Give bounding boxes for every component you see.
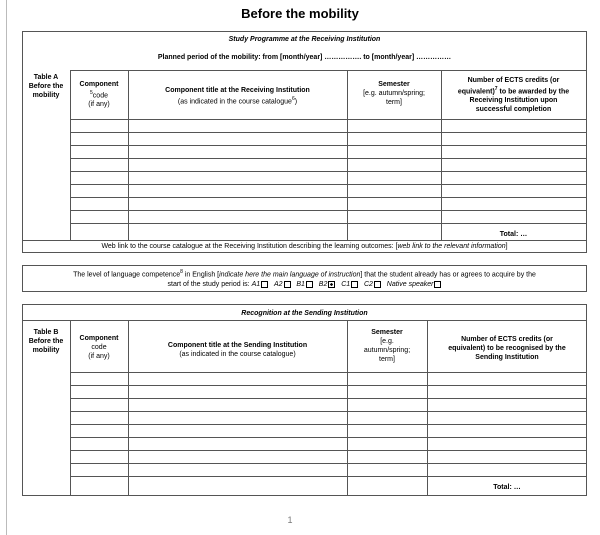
table-b-row-line (70, 385, 586, 386)
language-line-1: The level of language competence$^8$ in English [indicate here the main language of instruction] that the student already has or agrees to acquire by the (73, 269, 536, 279)
table-b-row-line (70, 463, 586, 464)
checkbox-native[interactable] (434, 281, 441, 288)
table-a-frame (22, 31, 587, 253)
table-b-row-line (70, 411, 586, 412)
table-b-col-semester: Semester [e.g. autumn/spring; term] (363, 329, 411, 363)
table-a-header-top (70, 70, 586, 71)
level-c2[interactable]: C2 (363, 281, 373, 288)
table-b-row-line (70, 476, 586, 477)
level-a2[interactable]: A2 (273, 281, 283, 288)
checkbox-b2-checked[interactable] (328, 281, 335, 288)
table-a-row-line (70, 132, 586, 133)
table-a-row-line (70, 145, 586, 146)
page-edge (6, 0, 7, 535)
checkbox-b1[interactable] (306, 281, 313, 288)
table-a-row-line (70, 223, 586, 224)
level-native[interactable]: Native speaker (386, 281, 434, 288)
table-a-side-label: Table A Before the mobility (28, 74, 64, 99)
table-a-heading: Study Programme at the Receiving Institution (228, 36, 381, 43)
checkbox-a2[interactable] (284, 281, 291, 288)
table-b-total: Total: … (493, 484, 521, 491)
table-a-col-title: Component title at the Receiving Institution (as indicated in the course catalogue$^6$) (165, 87, 310, 106)
table-b-heading-rule (22, 320, 587, 321)
table-b-col-ects: Number of ECTS credits (or equivalent) to be recognised by the Sending Institution (448, 336, 566, 361)
table-a-row-line (70, 171, 586, 172)
checkbox-c1[interactable] (351, 281, 358, 288)
table-a-weblink-top (22, 240, 587, 241)
table-a-col-semester: Semester [e.g. autumn/spring; term] (363, 81, 425, 106)
table-a-total: Total: … (499, 231, 528, 238)
table-a-row-line (70, 184, 586, 185)
level-c1[interactable]: C1 (341, 281, 351, 288)
table-b-row-line (70, 437, 586, 438)
table-b-col-title: Component title at the Sending Institution (as indicated in the course catalogue) (167, 342, 308, 358)
table-b-col-code: Component code (if any) (79, 335, 119, 360)
table-b-heading: Recognition at the Sending Institution (241, 310, 368, 317)
table-a-row-line (70, 210, 586, 211)
table-b-row-line (70, 450, 586, 451)
table-a-header-bottom (70, 119, 586, 120)
language-line-2: start of the study period is: A1 A2 B1 B2 C1 C2 Native speaker (24, 280, 585, 289)
table-a-row-line (70, 158, 586, 159)
table-a-col-ects: Number of ECTS credits (or equivalent)$^7$ to be awarded by the Receiving Institution upon successful completion (457, 77, 570, 114)
table-a-row-line (70, 197, 586, 198)
checkbox-c2[interactable] (374, 281, 381, 288)
page-number: 1 (287, 515, 293, 525)
table-b-row-line (70, 398, 586, 399)
level-a1[interactable]: A1 (251, 281, 261, 288)
table-b-row-line (70, 424, 586, 425)
table-b-frame (22, 304, 587, 496)
table-a-weblink: Web link to the course catalogue at the Receiving Institution describing the learning outcomes: [web link to the relevant information] (101, 243, 508, 250)
page-title: Before the mobility (241, 6, 359, 21)
table-a-col-code: Component $^5$code (if any) (79, 81, 119, 109)
checkbox-a1[interactable] (261, 281, 268, 288)
level-b2[interactable]: B2 (318, 281, 328, 288)
level-b1[interactable]: B1 (296, 281, 305, 288)
table-b-side-label: Table B Before the mobility (28, 329, 64, 354)
table-b-header-bottom (70, 372, 586, 373)
planned-period: Planned period of the mobility: from [month/year] ……………. to [month/year] …………… (157, 54, 452, 61)
